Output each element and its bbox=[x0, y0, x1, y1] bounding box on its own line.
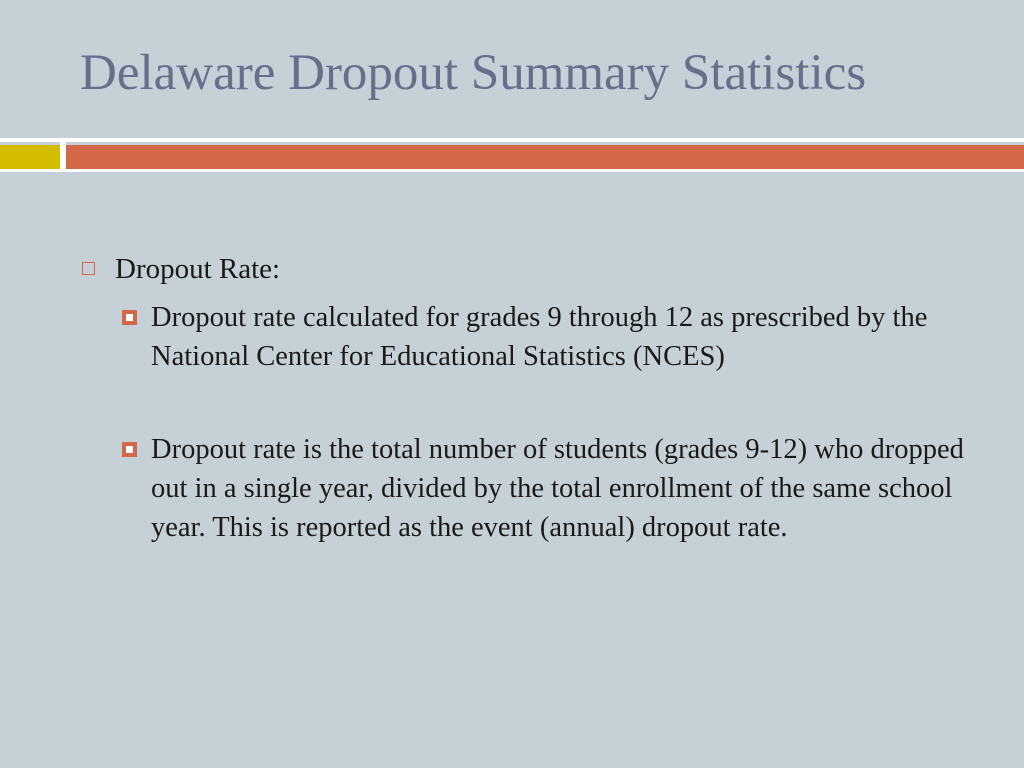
bullet-dropout-rate-heading: Dropout Rate: bbox=[115, 253, 281, 285]
sub-bullet-nces-definition: Dropout rate calculated for grades 9 through 12 as prescribed by the National Center for Educational Statistics (NCES) bbox=[151, 302, 928, 372]
sub-bullet-calculation: Dropout rate is the total number of students (grades 9-12) who dropped out in a single year, divided by the total enrollment of the same school year. This is reported as the event (annual) dropout rate. bbox=[151, 434, 964, 543]
square-bullet-icon bbox=[122, 442, 137, 457]
slide-title: Delaware Dropout Summary Statistics bbox=[80, 45, 867, 101]
square-bullet-icon bbox=[122, 310, 137, 325]
hollow-square-bullet-icon bbox=[82, 262, 95, 275]
